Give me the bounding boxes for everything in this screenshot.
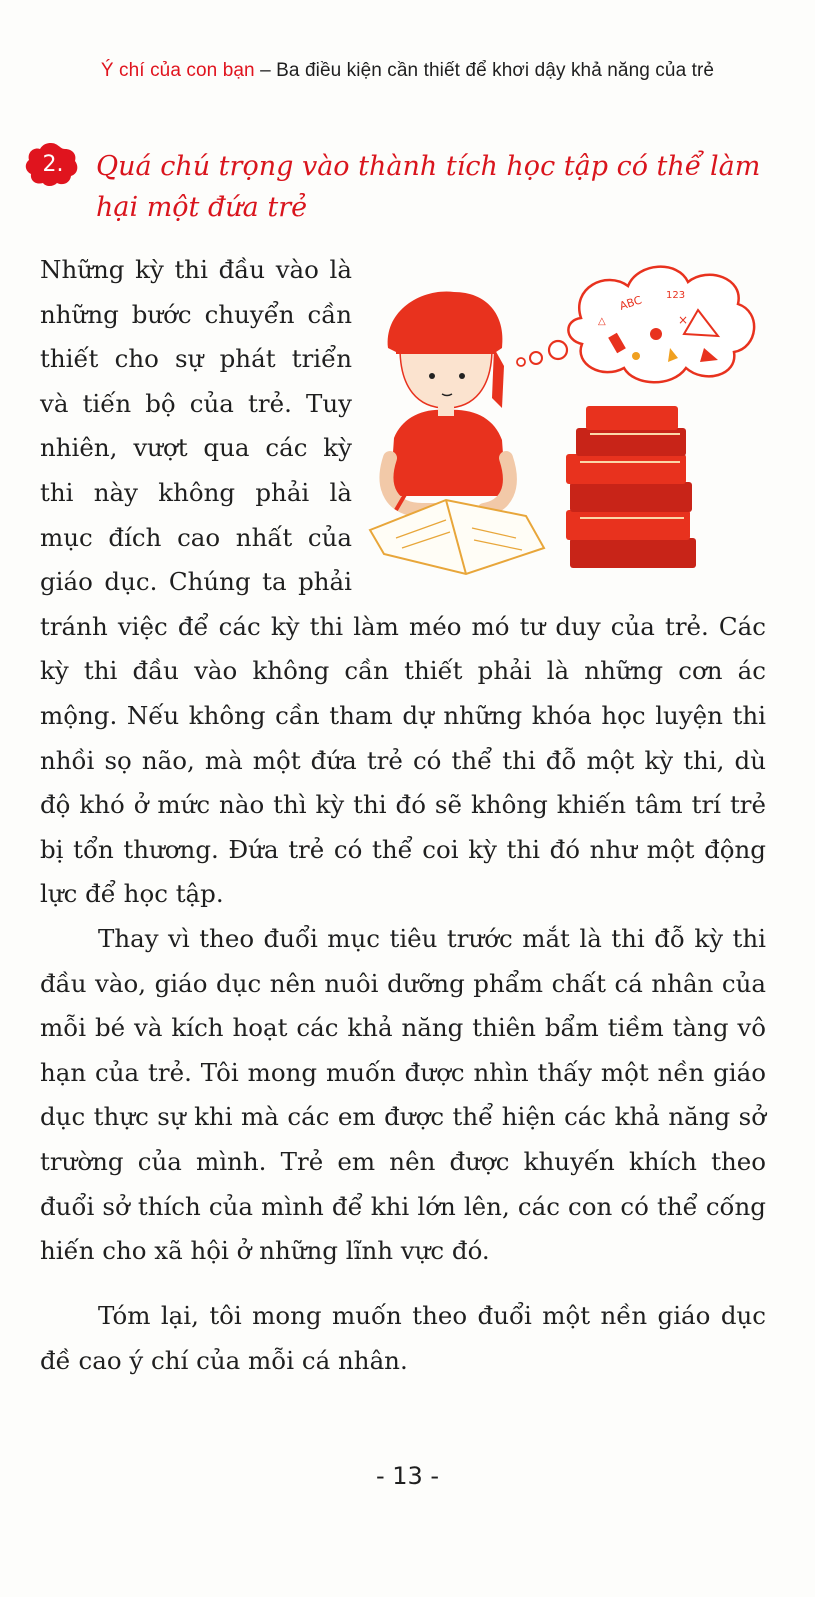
chapter-title: Ba điều kiện cần thiết để khơi dậy khả năng của trẻ xyxy=(276,60,715,81)
paragraph-1 xyxy=(40,248,766,917)
paragraph-text: Những kỳ thi đầu vào là những bước chuyển cần thiết cho sự phát triển và tiến bộ của trẻ. Tuy nhiên, vượt qua các kỳ thi này không phải là mục đích cao nhất của giáo dục. Chúng ta phải tránh việc để các kỳ thi làm méo mó tư duy của trẻ. Các kỳ thi đầu vào không cần thiết phải là những cơn ác mộng. Nếu không cần tham dự những khóa học luyện thi nhồi sọ não, mà một đứa trẻ có thể thi đỗ một kỳ thi, dù độ khó ở mức nào thì kỳ thi đó sẽ không khiến tâm trí trẻ bị tổn thương. Đứa trẻ có thể coi kỳ thi đó như một động lực để học tập. xyxy=(40,255,766,909)
book-title: Ý chí của con bạn xyxy=(100,60,255,81)
svg-text:123: 123 xyxy=(666,290,686,301)
page-number: - 13 - xyxy=(375,1462,440,1490)
section-number: 2. xyxy=(42,151,64,177)
paragraph-text: Tóm lại, tôi mong muốn theo đuổi một nền giáo dục đề cao ý chí của mỗi cá nhân. xyxy=(40,1301,766,1375)
running-head xyxy=(0,60,815,82)
svg-text:×: × xyxy=(678,313,689,327)
book-stack-icon xyxy=(566,406,696,568)
notebook-icon xyxy=(370,500,544,574)
svg-text:△: △ xyxy=(598,316,606,327)
paragraph-3 xyxy=(40,1294,766,1383)
thought-cloud-icon xyxy=(517,267,754,383)
paragraph-text: Thay vì theo đuổi mục tiêu trước mắt là thi đỗ kỳ thi đầu vào, giáo dục nên nuôi dưỡng phẩm chất cá nhân của mỗi bé và kích hoạt các khả năng thiên bẩm tiềm tàng vô hạn của trẻ. Tôi mong muốn được nhìn thấy một nền giáo dục thực sự khi mà các em được thể hiện các khả năng sở trường của mình. Trẻ em nên được khuyến khích theo đuổi sở thích của mình để khi lớn lên, các con có thể cống hiến cho xã hội ở những lĩnh vực đó. xyxy=(40,924,766,1266)
running-head-separator: – xyxy=(254,60,277,81)
child-studying-illustration xyxy=(366,248,766,588)
child-figure-icon xyxy=(387,292,510,510)
section-number-badge xyxy=(22,140,80,188)
section-heading: Quá chú trọng vào thành tích học tập có thể làm hại một đứa trẻ xyxy=(96,151,761,223)
svg-text:ABC: ABC xyxy=(617,293,644,313)
paragraph-2 xyxy=(40,917,766,1274)
